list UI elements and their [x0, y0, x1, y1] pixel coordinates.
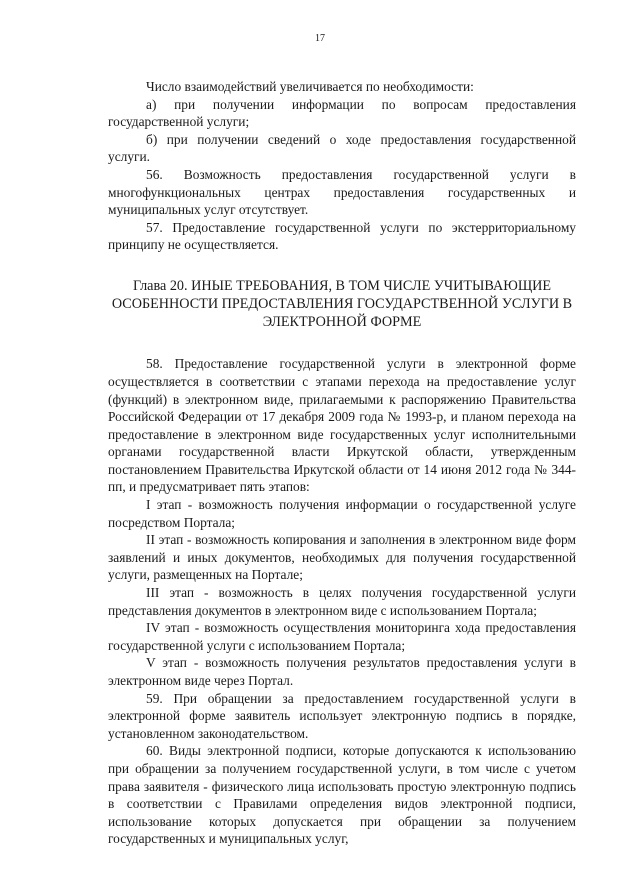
- chapter-title: Глава 20. ИНЫЕ ТРЕБОВАНИЯ, В ТОМ ЧИСЛЕ УЧИТЫВАЮЩИЕ ОСОБЕННОСТИ ПРЕДОСТАВЛЕНИЯ ГОСУДАРСТВЕННОЙ УСЛУГИ В ЭЛЕКТРОННОЙ ФОРМЕ: [111, 277, 573, 330]
- paragraph-58: 58. Предоставление государственной услуги в электронной форме осуществляется в соответствии с этапами перехода на предоставление услуг (функций) в электронном виде, прилагаемыми к распоряжению Правительства Российской Федерации от 17 декабря 2009 года № 1993-р, и планом перехода на предоставление в электронном виде государственных услуг исполнительными органами государственной власти Иркутской области, утвержденным постановлением Правительства Иркутской области от 14 июня 2012 года № 344-пп, и предусматривает пять этапов:: [108, 356, 576, 495]
- paragraph-60: 60. Виды электронной подписи, которые допускаются к использованию при обращении за получением государственной услуги, в том числе с учетом права заявителя - физического лица использовать простую электронную подпись в соответствии с Правилами определения видов электронной подписи, использование которых допускается при обращении за получением государственных и муниципальных услуг,: [108, 743, 576, 847]
- stage-3: III этап - возможность в целях получения государственной услуги представления документов в электронном виде с использованием Портала;: [108, 585, 576, 618]
- paragraph: а) при получении информации по вопросам предоставления государственной услуги;: [108, 96, 576, 130]
- stage-2: II этап - возможность копирования и заполнения в электронном виде форм заявлений и иных документов, необходимых для получения государственной услуги, размещенных на Портале;: [108, 532, 576, 583]
- paragraph-59: 59. При обращении за предоставлением государственной услуги в электронной форме заявитель использует электронную подпись в порядке, установленном законодательством.: [108, 690, 576, 741]
- paragraph: Число взаимодействий увеличивается по необходимости:: [146, 79, 474, 94]
- stage-1: I этап - возможность получения информации о государственной услуге посредством Портала;: [108, 497, 576, 530]
- page-number: 17: [315, 33, 325, 44]
- paragraph-56: 56. Возможность предоставления государственной услуги в многофункциональных центрах предоставления государственных и муниципальных услуг отсутствует.: [108, 166, 576, 218]
- document-body: [108, 78, 576, 848]
- paragraph-57: 57. Предоставление государственной услуги по экстерриториальному принципу не осуществляется.: [108, 219, 576, 253]
- paragraph: б) при получении сведений о ходе предоставления государственной услуги.: [108, 131, 576, 165]
- stage-5: V этап - возможность получения результатов предоставления услуги в электронном виде через Портал.: [108, 655, 576, 689]
- stage-4: IV этап - возможность осуществления мониторинга хода предоставления государственной услуги с использованием Портала;: [108, 620, 576, 653]
